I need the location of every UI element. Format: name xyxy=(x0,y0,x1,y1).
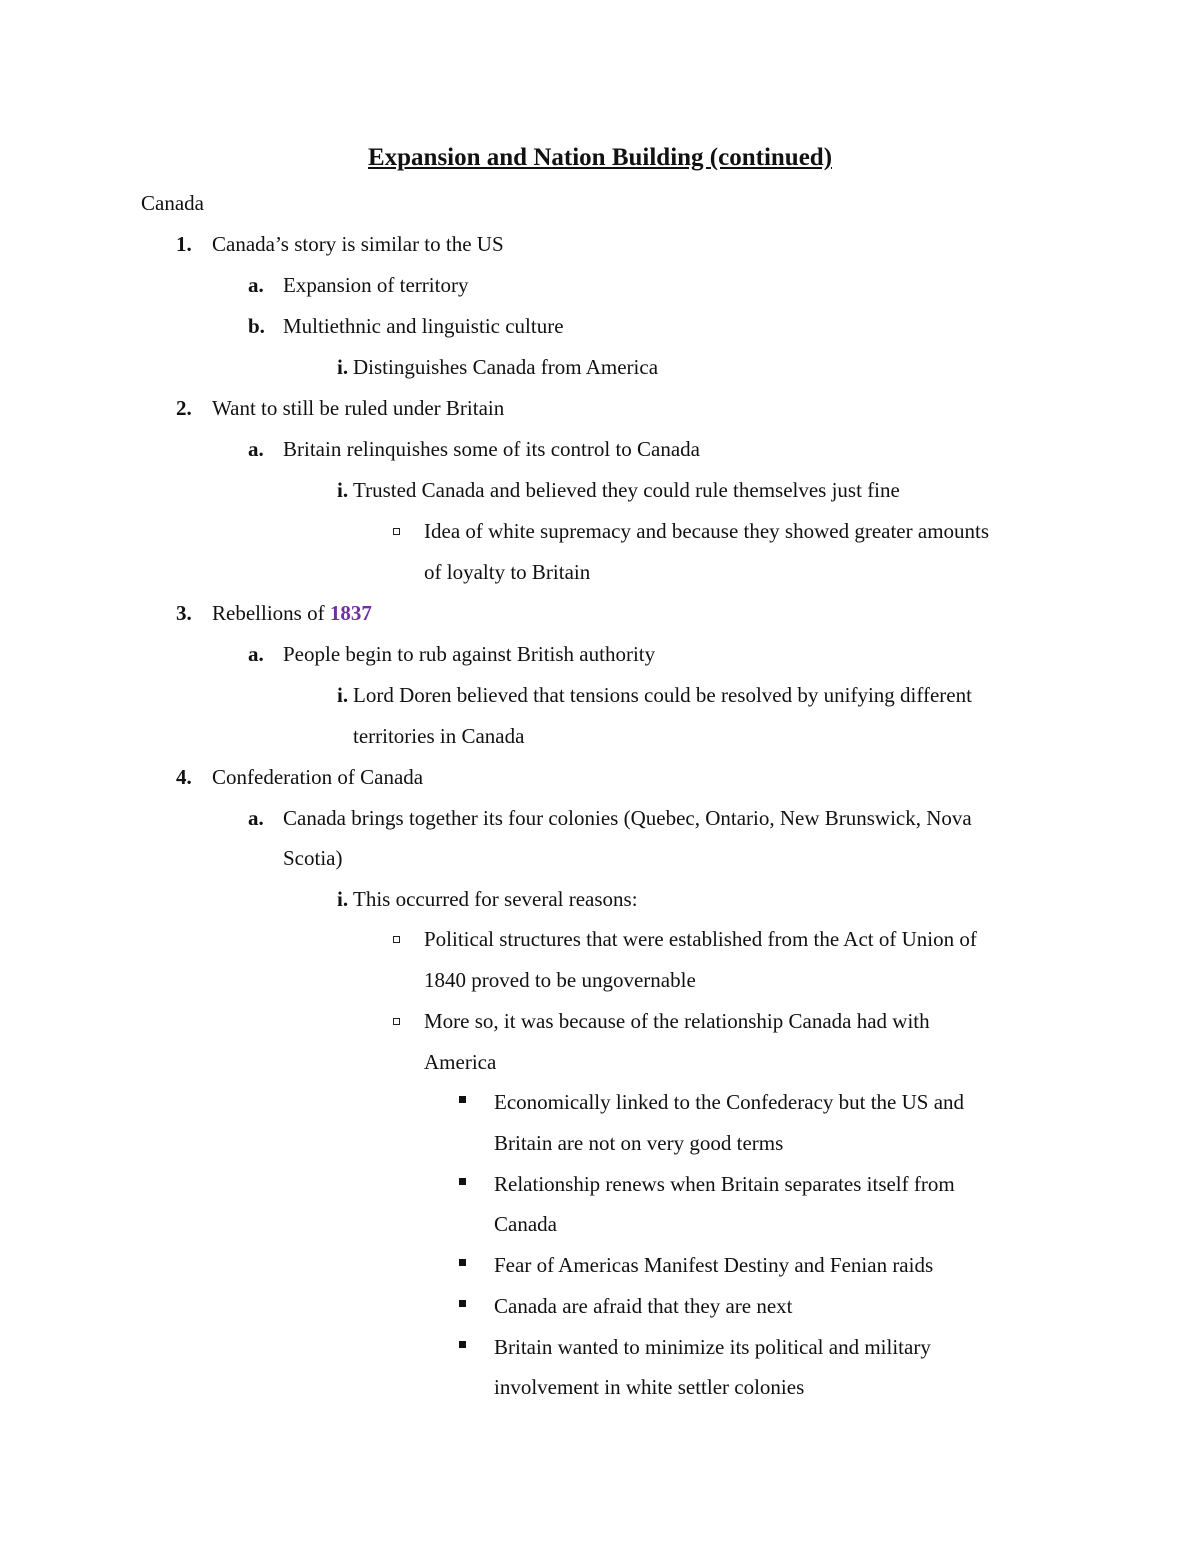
square-bullet-icon xyxy=(393,1018,400,1025)
list-letter: a. xyxy=(248,642,264,666)
list-item-continuation: Canada xyxy=(494,1212,557,1236)
list-letter: a. xyxy=(248,437,264,461)
list-roman: i. xyxy=(337,683,349,707)
list-item: This occurred for several reasons: xyxy=(353,887,638,911)
list-roman: i. xyxy=(337,887,349,911)
list-letter: a. xyxy=(248,806,264,830)
filled-square-bullet-icon xyxy=(459,1178,466,1185)
list-number: 3. xyxy=(176,601,192,625)
list-roman: i. xyxy=(337,478,349,502)
filled-square-bullet-icon xyxy=(459,1341,466,1348)
list-item xyxy=(212,598,372,628)
list-item-continuation: of loyalty to Britain xyxy=(424,560,591,584)
list-item: Trusted Canada and believed they could rule themselves just fine xyxy=(353,478,900,502)
list-item: Fear of Americas Manifest Destiny and Fenian raids xyxy=(494,1253,934,1277)
filled-square-bullet-icon xyxy=(459,1259,466,1266)
list-item: More so, it was because of the relationship Canada had with xyxy=(424,1009,930,1033)
list-number: 1. xyxy=(176,232,192,256)
list-item: Confederation of Canada xyxy=(212,765,424,789)
list-item: Relationship renews when Britain separates itself from xyxy=(494,1172,955,1196)
list-item-continuation: Britain are not on very good terms xyxy=(494,1131,784,1155)
list-letter: b. xyxy=(248,314,265,338)
list-item-continuation: involvement in white settler colonies xyxy=(494,1375,805,1399)
document-title: Expansion and Nation Building (continued) xyxy=(367,144,833,171)
list-letter: a. xyxy=(248,273,264,297)
list-item: Lord Doren believed that tensions could be resolved by unifying different xyxy=(353,683,972,707)
filled-square-bullet-icon xyxy=(459,1300,466,1307)
highlighted-year: 1837 xyxy=(329,601,372,625)
list-item: Canada are afraid that they are next xyxy=(494,1294,793,1318)
list-item: Britain relinquishes some of its control to Canada xyxy=(283,437,701,461)
list-item: Britain wanted to minimize its political and military xyxy=(494,1335,931,1359)
list-item: Expansion of territory xyxy=(283,273,469,297)
list-item: Want to still be ruled under Britain xyxy=(212,396,505,420)
list-number: 2. xyxy=(176,396,192,420)
list-item-continuation: Scotia) xyxy=(283,846,343,870)
list-roman: i. xyxy=(337,355,349,379)
filled-square-bullet-icon xyxy=(459,1096,466,1103)
list-number: 4. xyxy=(176,765,192,789)
list-item: Political structures that were established from the Act of Union of xyxy=(424,927,977,951)
list-item-continuation: America xyxy=(424,1050,497,1074)
list-item: Idea of white supremacy and because they showed greater amounts xyxy=(424,519,990,543)
list-item: Canada’s story is similar to the US xyxy=(212,232,504,256)
square-bullet-icon xyxy=(393,936,400,943)
list-item-continuation: 1840 proved to be ungovernable xyxy=(424,968,696,992)
square-bullet-icon xyxy=(393,528,400,535)
list-item-continuation: territories in Canada xyxy=(353,724,525,748)
list-item: Distinguishes Canada from America xyxy=(353,355,659,379)
list-item: Canada brings together its four colonies (Quebec, Ontario, New Brunswick, Nova xyxy=(283,806,972,830)
list-item: Economically linked to the Confederacy but the US and xyxy=(494,1090,965,1114)
list-item: Multiethnic and linguistic culture xyxy=(283,314,564,338)
list-item: People begin to rub against British authority xyxy=(283,642,656,666)
list-item-text: Rebellions of xyxy=(212,601,330,625)
section-heading: Canada xyxy=(141,191,204,215)
